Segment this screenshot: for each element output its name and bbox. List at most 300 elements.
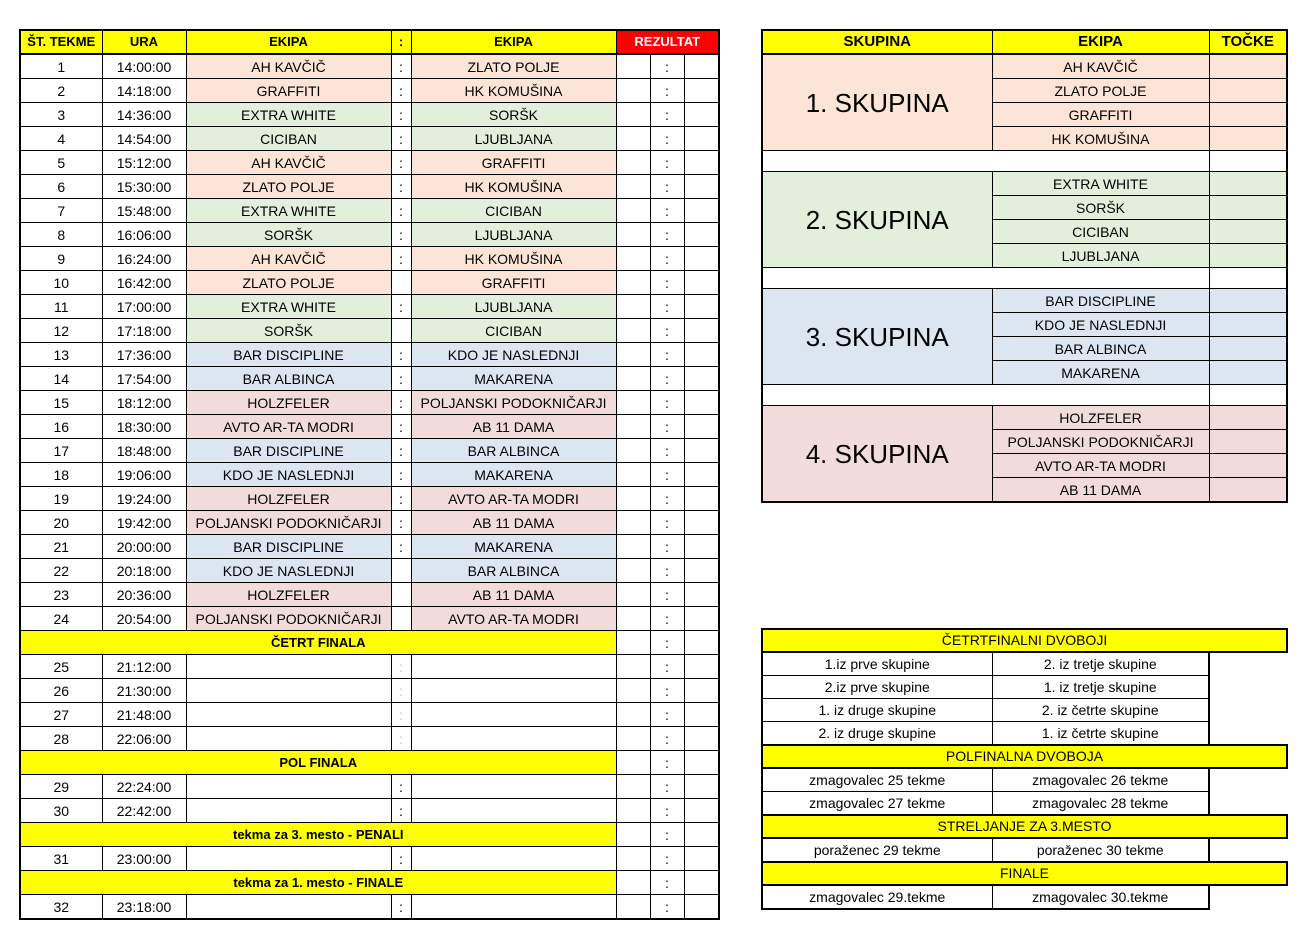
match-number: 19 — [20, 487, 102, 511]
pairing-row — [762, 768, 1287, 792]
pairing-side-a: poraženec 29 tekme — [762, 838, 992, 862]
match-time: 15:48:00 — [102, 199, 186, 223]
match-time: 20:00:00 — [102, 535, 186, 559]
match-time: 19:42:00 — [102, 511, 186, 535]
match-number: 21 — [20, 535, 102, 559]
pairing-side-b: 2. iz tretje skupine — [992, 652, 1209, 676]
group-team-points[interactable] — [1209, 127, 1287, 151]
match-row — [20, 511, 719, 535]
score-away-cell[interactable] — [684, 583, 719, 607]
group-team-points[interactable] — [1209, 430, 1287, 454]
score-away-cell[interactable] — [684, 847, 719, 871]
match-time: 16:06:00 — [102, 223, 186, 247]
team-away: LJUBLJANA — [411, 223, 616, 247]
score-home-cell[interactable] — [616, 847, 650, 871]
team-home[interactable] — [186, 895, 391, 920]
match-number: 8 — [20, 223, 102, 247]
match-row — [20, 799, 719, 823]
score-home-cell[interactable] — [616, 54, 650, 79]
group-team-name: LJUBLJANA — [992, 244, 1209, 268]
group-team-points[interactable] — [1209, 361, 1287, 385]
vs-separator: : — [391, 295, 411, 319]
match-schedule-table — [19, 29, 720, 920]
score-away-cell[interactable] — [684, 871, 719, 895]
score-home-cell[interactable] — [616, 583, 650, 607]
score-away-cell[interactable] — [684, 679, 719, 703]
group-team-name: POLJANSKI PODOKNIČARJI — [992, 430, 1209, 454]
score-away-cell[interactable] — [684, 655, 719, 679]
vs-separator: : — [391, 895, 411, 920]
header-team-2: EKIPA — [411, 30, 616, 54]
score-away-cell[interactable] — [684, 151, 719, 175]
pairing-side-b: 1. iz četrte skupine — [992, 722, 1209, 746]
team-away[interactable] — [411, 895, 616, 920]
pairing-side-b: zmagovalec 28 tekme — [992, 792, 1209, 816]
score-away-cell[interactable] — [684, 54, 719, 79]
vs-separator: : — [391, 463, 411, 487]
match-time: 20:18:00 — [102, 559, 186, 583]
match-time: 14:54:00 — [102, 127, 186, 151]
match-time: 16:24:00 — [102, 247, 186, 271]
match-time: 19:24:00 — [102, 487, 186, 511]
groups-header-row — [762, 30, 1287, 54]
match-row — [20, 895, 719, 920]
score-home-cell[interactable] — [616, 271, 650, 295]
score-home-cell[interactable] — [616, 79, 650, 103]
vs-separator: : — [391, 199, 411, 223]
match-row — [20, 463, 719, 487]
score-home-cell[interactable] — [616, 295, 650, 319]
group-team-name: HOLZFELER — [992, 406, 1209, 430]
spacer-cell — [762, 385, 1209, 406]
pairing-side-a: 2.iz prve skupine — [762, 676, 992, 699]
quarterfinal-section-row — [20, 631, 719, 655]
match-row — [20, 247, 719, 271]
group-spacer-row — [762, 151, 1287, 172]
team-away: HK KOMUŠINA — [411, 247, 616, 271]
score-away-cell[interactable] — [684, 319, 719, 343]
match-number: 18 — [20, 463, 102, 487]
score-away-cell[interactable] — [684, 463, 719, 487]
score-home-cell[interactable] — [616, 247, 650, 271]
group-team-points[interactable] — [1209, 406, 1287, 430]
vs-separator: : — [391, 103, 411, 127]
group-team-points[interactable] — [1209, 244, 1287, 268]
score-home-cell[interactable] — [616, 871, 650, 895]
score-separator: : — [650, 607, 684, 631]
pairing-side-a: zmagovalec 25 tekme — [762, 768, 992, 792]
score-away-cell[interactable] — [684, 391, 719, 415]
team-away: LJUBLJANA — [411, 127, 616, 151]
score-away-cell[interactable] — [684, 535, 719, 559]
match-number: 31 — [20, 847, 102, 871]
score-separator: : — [650, 439, 684, 463]
group-spacer-row — [762, 268, 1287, 289]
final-section-title: tekma za 1. mesto - FINALE — [20, 871, 616, 895]
match-number: 29 — [20, 775, 102, 799]
pairing-row — [762, 722, 1287, 746]
score-away-cell[interactable] — [684, 103, 719, 127]
score-separator: : — [650, 54, 684, 79]
score-separator: : — [650, 175, 684, 199]
team-away[interactable] — [411, 799, 616, 823]
score-separator: : — [650, 583, 684, 607]
score-home-cell[interactable] — [616, 103, 650, 127]
vs-separator: : — [391, 127, 411, 151]
group-team-points[interactable] — [1209, 337, 1287, 361]
score-home-cell[interactable] — [616, 343, 650, 367]
match-number: 6 — [20, 175, 102, 199]
pairing-blank — [1209, 768, 1287, 792]
vs-separator: : — [391, 151, 411, 175]
group-team-points[interactable] — [1209, 220, 1287, 244]
score-away-cell[interactable] — [684, 727, 719, 751]
score-away-cell[interactable] — [684, 511, 719, 535]
score-separator: : — [650, 895, 684, 920]
group-team-name: AB 11 DAMA — [992, 478, 1209, 503]
match-row — [20, 343, 719, 367]
knockout-pairings-table — [761, 628, 1288, 910]
match-time: 18:12:00 — [102, 391, 186, 415]
schedule-body — [20, 30, 719, 919]
match-row — [20, 54, 719, 79]
match-time: 15:12:00 — [102, 151, 186, 175]
vs-separator: : — [391, 79, 411, 103]
score-away-cell[interactable] — [684, 271, 719, 295]
match-number: 12 — [20, 319, 102, 343]
match-time: 15:30:00 — [102, 175, 186, 199]
match-time: 17:18:00 — [102, 319, 186, 343]
match-row — [20, 367, 719, 391]
score-home-cell[interactable] — [616, 487, 650, 511]
score-home-cell[interactable] — [616, 415, 650, 439]
score-home-cell[interactable] — [616, 631, 650, 655]
team-away[interactable] — [411, 847, 616, 871]
semifinal-section-row — [20, 751, 719, 775]
group-team-name: GRAFFITI — [992, 103, 1209, 127]
group-team-points[interactable] — [1209, 196, 1287, 220]
score-home-cell[interactable] — [616, 319, 650, 343]
match-row — [20, 847, 719, 871]
match-row — [20, 583, 719, 607]
score-home-cell[interactable] — [616, 823, 650, 847]
score-away-cell[interactable] — [684, 127, 719, 151]
team-away: LJUBLJANA — [411, 295, 616, 319]
score-separator: : — [650, 823, 684, 847]
match-row — [20, 679, 719, 703]
score-home-cell[interactable] — [616, 391, 650, 415]
score-home-cell[interactable] — [616, 367, 650, 391]
score-home-cell[interactable] — [616, 703, 650, 727]
team-home: BAR ALBINCA — [186, 367, 391, 391]
match-number: 20 — [20, 511, 102, 535]
team-home: EXTRA WHITE — [186, 295, 391, 319]
team-away[interactable] — [411, 679, 616, 703]
score-separator: : — [650, 79, 684, 103]
third-place-section-row — [20, 823, 719, 847]
vs-separator — [391, 583, 411, 607]
pairing-row — [762, 676, 1287, 699]
group-spacer-row — [762, 385, 1287, 406]
score-separator: : — [650, 679, 684, 703]
match-row — [20, 151, 719, 175]
match-number: 16 — [20, 415, 102, 439]
group-team-points[interactable] — [1209, 172, 1287, 196]
match-number: 4 — [20, 127, 102, 151]
score-home-cell[interactable] — [616, 439, 650, 463]
match-row — [20, 607, 719, 631]
team-home: EXTRA WHITE — [186, 103, 391, 127]
score-separator: : — [650, 487, 684, 511]
score-away-cell[interactable] — [684, 295, 719, 319]
group-team-points[interactable] — [1209, 79, 1287, 103]
vs-separator — [391, 559, 411, 583]
score-away-cell[interactable] — [684, 895, 719, 920]
score-home-cell[interactable] — [616, 799, 650, 823]
score-separator: : — [650, 271, 684, 295]
team-away[interactable] — [411, 703, 616, 727]
score-away-cell[interactable] — [684, 79, 719, 103]
score-away-cell[interactable] — [684, 703, 719, 727]
score-home-cell[interactable] — [616, 127, 650, 151]
team-home: AH KAVČIČ — [186, 247, 391, 271]
header-match-number: ŠT. TEKME — [20, 30, 102, 54]
score-away-cell[interactable] — [684, 175, 719, 199]
team-away[interactable] — [411, 775, 616, 799]
spacer-cell — [1209, 151, 1287, 172]
team-home: GRAFFITI — [186, 79, 391, 103]
match-number: 24 — [20, 607, 102, 631]
team-away: AVTO AR-TA MODRI — [411, 607, 616, 631]
group-team-name: HK KOMUŠINA — [992, 127, 1209, 151]
score-separator: : — [650, 727, 684, 751]
match-time: 23:00:00 — [102, 847, 186, 871]
quarterfinal-pairing-title-row — [762, 629, 1287, 652]
semifinal-section-title: POL FINALA — [20, 751, 616, 775]
score-away-cell[interactable] — [684, 751, 719, 775]
team-away: POLJANSKI PODOKNIČARJI — [411, 391, 616, 415]
score-home-cell[interactable] — [616, 751, 650, 775]
vs-separator: : — [391, 487, 411, 511]
group-team-points[interactable] — [1209, 289, 1287, 313]
score-home-cell[interactable] — [616, 895, 650, 920]
match-time: 17:36:00 — [102, 343, 186, 367]
match-time: 14:18:00 — [102, 79, 186, 103]
score-home-cell[interactable] — [616, 175, 650, 199]
score-home-cell[interactable] — [616, 679, 650, 703]
pairing-side-b: 2. iz četrte skupine — [992, 699, 1209, 722]
match-row — [20, 175, 719, 199]
team-away: AB 11 DAMA — [411, 415, 616, 439]
score-away-cell[interactable] — [684, 343, 719, 367]
pairing-blank — [1209, 885, 1287, 909]
group-team-name: KDO JE NASLEDNJI — [992, 313, 1209, 337]
semifinal-pairing-title-row — [762, 745, 1287, 768]
spacer-cell — [762, 268, 1209, 289]
group-name: 4. SKUPINA — [762, 406, 992, 503]
group-team-name: ZLATO POLJE — [992, 79, 1209, 103]
score-separator: : — [650, 775, 684, 799]
final-pairing-title: FINALE — [762, 862, 1287, 885]
score-away-cell[interactable] — [684, 487, 719, 511]
pairing-blank — [1209, 676, 1287, 699]
vs-separator: : — [391, 727, 411, 751]
match-row — [20, 223, 719, 247]
pairing-side-b: 1. iz tretje skupine — [992, 676, 1209, 699]
groups-table — [761, 29, 1288, 503]
match-row — [20, 127, 719, 151]
match-number: 7 — [20, 199, 102, 223]
score-away-cell[interactable] — [684, 775, 719, 799]
score-away-cell[interactable] — [684, 415, 719, 439]
score-separator: : — [650, 847, 684, 871]
match-number: 26 — [20, 679, 102, 703]
team-away[interactable] — [411, 727, 616, 751]
score-separator: : — [650, 511, 684, 535]
match-number: 11 — [20, 295, 102, 319]
match-row — [20, 391, 719, 415]
score-away-cell[interactable] — [684, 199, 719, 223]
match-time: 18:48:00 — [102, 439, 186, 463]
score-home-cell[interactable] — [616, 463, 650, 487]
pairing-row — [762, 885, 1287, 909]
match-number: 10 — [20, 271, 102, 295]
score-home-cell[interactable] — [616, 775, 650, 799]
score-home-cell[interactable] — [616, 559, 650, 583]
score-separator: : — [650, 319, 684, 343]
match-time: 17:54:00 — [102, 367, 186, 391]
score-separator: : — [650, 223, 684, 247]
team-away[interactable] — [411, 655, 616, 679]
team-home[interactable] — [186, 775, 391, 799]
team-away: CICIBAN — [411, 319, 616, 343]
match-number: 30 — [20, 799, 102, 823]
group-team-points[interactable] — [1209, 478, 1287, 503]
vs-separator — [391, 607, 411, 631]
group-team-row — [762, 54, 1287, 79]
score-separator: : — [650, 247, 684, 271]
score-away-cell[interactable] — [684, 559, 719, 583]
score-home-cell[interactable] — [616, 199, 650, 223]
vs-separator — [391, 319, 411, 343]
score-separator: : — [650, 415, 684, 439]
group-team-points[interactable] — [1209, 454, 1287, 478]
vs-separator: : — [391, 847, 411, 871]
group-team-name: BAR DISCIPLINE — [992, 289, 1209, 313]
group-team-name: SORŠK — [992, 196, 1209, 220]
vs-separator: : — [391, 247, 411, 271]
score-away-cell[interactable] — [684, 607, 719, 631]
match-time: 17:00:00 — [102, 295, 186, 319]
score-home-cell[interactable] — [616, 151, 650, 175]
team-home: HOLZFELER — [186, 583, 391, 607]
group-team-row — [762, 172, 1287, 196]
score-separator: : — [650, 559, 684, 583]
match-number: 32 — [20, 895, 102, 920]
header-result: REZULTAT — [616, 30, 719, 54]
pairing-side-b: zmagovalec 26 tekme — [992, 768, 1209, 792]
vs-separator: : — [391, 511, 411, 535]
third-place-pairing-title-row — [762, 815, 1287, 838]
score-separator: : — [650, 535, 684, 559]
final-section-row — [20, 871, 719, 895]
team-home: SORŠK — [186, 319, 391, 343]
score-home-cell[interactable] — [616, 511, 650, 535]
score-away-cell[interactable] — [684, 439, 719, 463]
pairing-row — [762, 652, 1287, 676]
score-separator: : — [650, 343, 684, 367]
score-home-cell[interactable] — [616, 607, 650, 631]
match-row — [20, 535, 719, 559]
team-home[interactable] — [186, 703, 391, 727]
team-home[interactable] — [186, 847, 391, 871]
team-home: ZLATO POLJE — [186, 175, 391, 199]
score-away-cell[interactable] — [684, 799, 719, 823]
score-separator: : — [650, 151, 684, 175]
team-home: BAR DISCIPLINE — [186, 343, 391, 367]
team-away: MAKARENA — [411, 463, 616, 487]
group-team-points[interactable] — [1209, 54, 1287, 79]
team-away: CICIBAN — [411, 199, 616, 223]
group-team-points[interactable] — [1209, 103, 1287, 127]
score-home-cell[interactable] — [616, 727, 650, 751]
header-points: TOČKE — [1209, 30, 1287, 54]
groups-body — [762, 30, 1287, 502]
match-time: 22:06:00 — [102, 727, 186, 751]
team-home[interactable] — [186, 679, 391, 703]
match-row — [20, 271, 719, 295]
match-time: 22:42:00 — [102, 799, 186, 823]
score-separator: : — [650, 655, 684, 679]
group-team-row — [762, 289, 1287, 313]
score-away-cell[interactable] — [684, 631, 719, 655]
pairing-row — [762, 838, 1287, 862]
group-team-points[interactable] — [1209, 313, 1287, 337]
score-separator: : — [650, 871, 684, 895]
pairing-side-b: zmagovalec 30.tekme — [992, 885, 1209, 909]
spacer-cell — [1209, 268, 1287, 289]
vs-separator: : — [391, 415, 411, 439]
match-time: 23:18:00 — [102, 895, 186, 920]
score-away-cell[interactable] — [684, 247, 719, 271]
vs-separator: : — [391, 343, 411, 367]
match-row — [20, 415, 719, 439]
score-home-cell[interactable] — [616, 223, 650, 247]
score-away-cell[interactable] — [684, 223, 719, 247]
match-number: 13 — [20, 343, 102, 367]
team-home: SORŠK — [186, 223, 391, 247]
match-number: 25 — [20, 655, 102, 679]
pairing-blank — [1209, 838, 1287, 862]
pairing-row — [762, 792, 1287, 816]
header-colon: : — [391, 30, 411, 54]
match-row — [20, 655, 719, 679]
team-home: HOLZFELER — [186, 391, 391, 415]
score-away-cell[interactable] — [684, 823, 719, 847]
score-away-cell[interactable] — [684, 367, 719, 391]
group-name: 3. SKUPINA — [762, 289, 992, 385]
team-home: CICIBAN — [186, 127, 391, 151]
team-home[interactable] — [186, 799, 391, 823]
score-home-cell[interactable] — [616, 535, 650, 559]
team-home[interactable] — [186, 727, 391, 751]
team-away: BAR ALBINCA — [411, 559, 616, 583]
team-home[interactable] — [186, 655, 391, 679]
vs-separator: : — [391, 391, 411, 415]
match-row — [20, 727, 719, 751]
score-home-cell[interactable] — [616, 655, 650, 679]
team-away: SORŠK — [411, 103, 616, 127]
